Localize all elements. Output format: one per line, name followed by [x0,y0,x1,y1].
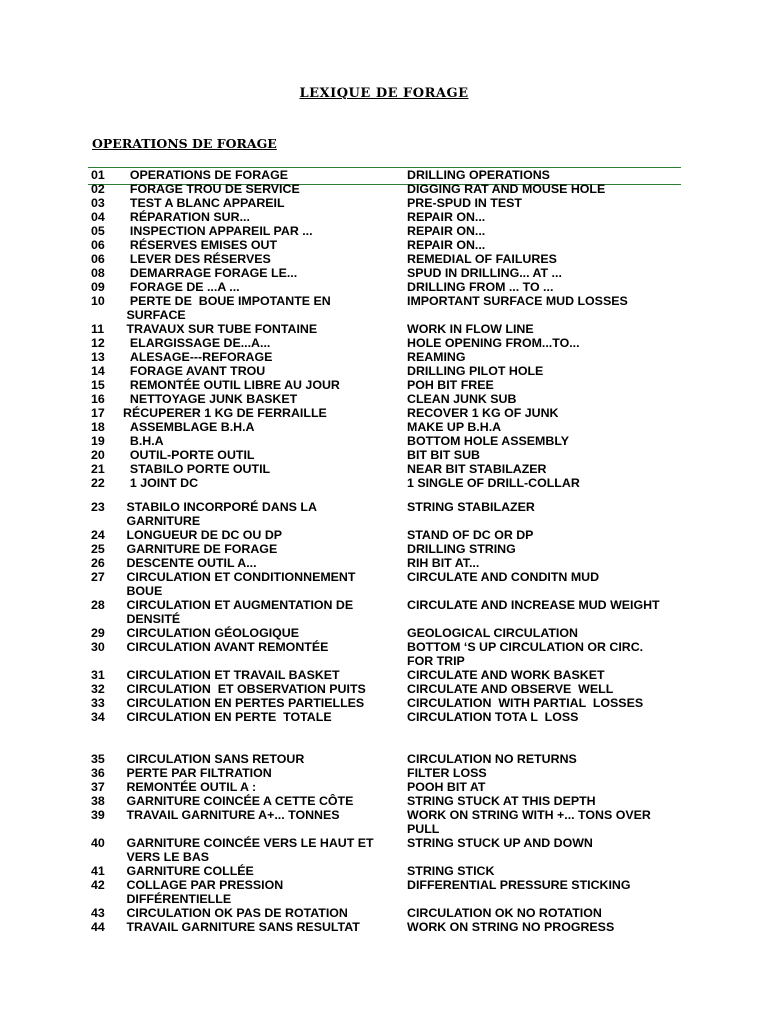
table-row [0,224,768,238]
table-row [0,696,768,710]
entry-number: 12 [91,336,105,350]
entry-number: 10 [91,294,105,308]
entry-number: 14 [91,364,105,378]
entry-number: 11 [91,322,105,336]
english-term: CIRCULATION OK NO ROTATION [407,906,602,920]
english-term: CIRCULATION TOTA L LOSS [407,710,579,724]
entry-number: 38 [91,794,105,808]
table-row [0,406,768,420]
english-term: WORK IN FLOW LINE [407,322,534,336]
entry-number: 09 [91,280,105,294]
french-term: CIRCULATION EN PERTE TOTALE [123,710,332,724]
entry-number: 32 [91,682,105,696]
english-term: STRING STABILAZER [407,500,535,514]
english-term: DIFFERENTIAL PRESSURE STICKING [407,878,631,892]
french-term: FORAGE DE ...A ... [123,280,240,294]
table-row [0,196,768,210]
table-row [0,864,768,878]
entry-number: 43 [91,906,105,920]
entry-number: 22 [91,476,105,490]
glossary-table [0,168,768,934]
french-term: PERTE PAR FILTRATION [123,766,272,780]
english-term: CIRCULATION NO RETURNS [407,752,577,766]
entry-number: 23 [91,500,105,514]
french-term: B.H.A [123,434,164,448]
table-row [0,500,768,528]
french-term: RÉPARATION SUR... [123,210,250,224]
entry-number: 34 [91,710,105,724]
entry-number: 33 [91,696,105,710]
french-term: CIRCULATION ET TRAVAIL BASKET [123,668,340,682]
table-row [0,528,768,542]
table-row [0,598,768,626]
english-term: BIT BIT SUB [407,448,480,462]
table-row [0,350,768,364]
table-row [0,556,768,570]
french-term: CIRCULATION GÉOLOGIQUE [123,626,300,640]
entry-number: 02 [91,182,105,196]
english-term: DRILLING STRING [407,542,516,556]
french-term: TRAVAUX SUR TUBE FONTAINE [123,322,318,336]
english-term: CIRCULATE AND INCREASE MUD WEIGHT [407,598,660,612]
entry-number: 08 [91,266,105,280]
french-term: CIRCULATION SANS RETOUR [123,752,305,766]
table-row [0,280,768,294]
english-term: SPUD IN DRILLING... AT ... [407,266,562,280]
table-row [0,266,768,280]
entry-number: 04 [91,210,105,224]
table-row [0,878,768,906]
english-term: WORK ON STRING NO PROGRESS [407,920,615,934]
french-term: ELARGISSAGE DE...A... [123,336,271,350]
french-term: INSPECTION APPAREIL PAR ... [123,224,313,238]
french-term: DEMARRAGE FORAGE LE... [123,266,298,280]
entry-number: 21 [91,462,105,476]
english-term: POH BIT FREE [407,378,494,392]
table-row [0,906,768,920]
entry-number: 01 [91,168,105,182]
table-row [0,336,768,350]
english-term: GEOLOGICAL CIRCULATION [407,626,578,640]
entry-number: 28 [91,598,105,612]
entry-number: 06 [91,252,105,266]
english-term: WORK ON STRING WITH +... TONS OVER PULL [407,808,651,836]
english-term: NEAR BIT STABILAZER [407,462,547,476]
french-term: TRAVAIL GARNITURE SANS RESULTAT [123,920,360,934]
entry-number: 24 [91,528,105,542]
document-title: LEXIQUE DE FORAGE [299,86,469,101]
french-term: OUTIL-PORTE OUTIL [123,448,255,462]
entry-number: 44 [91,920,105,934]
french-term: GARNITURE COINCÉE A CETTE CÔTE [123,794,354,808]
english-term: REPAIR ON... [407,238,486,252]
english-term: 1 SINGLE OF DRILL-COLLAR [407,476,580,490]
french-term: LONGUEUR DE DC OU DP [123,528,283,542]
entry-number: 05 [91,224,105,238]
french-term: CIRCULATION ET OBSERVATION PUITS [123,682,366,696]
table-row [0,808,768,836]
entry-number: 03 [91,196,105,210]
table-row [0,780,768,794]
english-term: RECOVER 1 KG OF JUNK [407,406,559,420]
table-row [0,434,768,448]
entry-number: 35 [91,752,105,766]
table-row [0,682,768,696]
table-row [0,766,768,780]
entry-number: 30 [91,640,105,654]
table-row [0,920,768,934]
french-term: CIRCULATION ET AUGMENTATION DE DENSITÉ [126,598,354,626]
french-term: CIRCULATION OK PAS DE ROTATION [123,906,348,920]
english-term: REPAIR ON... [407,224,486,238]
entry-number: 31 [91,668,105,682]
french-term: RÉCUPERER 1 KG DE FERRAILLE [123,406,327,420]
english-term: STAND OF DC OR DP [407,528,534,542]
english-term: CIRCULATE AND CONDITN MUD [407,570,600,584]
english-term: PRE-SPUD IN TEST [407,196,522,210]
entry-number: 18 [91,420,105,434]
english-term: CIRCULATE AND OBSERVE WELL [407,682,614,696]
table-row [0,322,768,336]
table-row [0,752,768,766]
french-term: TRAVAIL GARNITURE A+... TONNES [123,808,340,822]
table-row [0,668,768,682]
entry-number: 39 [91,808,105,822]
entry-number: 40 [91,836,105,850]
french-term: FORAGE AVANT TROU [123,364,266,378]
table-row [0,542,768,556]
english-term: BOTTOM ‘S UP CIRCULATION OR CIRC. FOR TRIP [407,640,644,668]
french-term: COLLAGE PAR PRESSION DIFFÉRENTIELLE [126,878,284,906]
entry-number: 20 [91,448,105,462]
french-term: PERTE DE BOUE IMPOTANTE EN SURFACE [126,294,331,322]
table-row [0,182,768,196]
english-term: MAKE UP B.H.A [407,420,502,434]
french-term: LEVER DES RÉSERVES [123,252,271,266]
table-row [0,794,768,808]
english-term: DRILLING PILOT HOLE [407,364,544,378]
english-term: REMEDIAL OF FAILURES [407,252,557,266]
french-term: CIRCULATION ET CONDITIONNEMENT BOUE [126,570,356,598]
english-term: DRILLING FROM ... TO ... [407,280,554,294]
english-term: REPAIR ON... [407,210,486,224]
entry-number: 13 [91,350,105,364]
english-term: HOLE OPENING FROM...TO... [407,336,580,350]
french-term: STABILO PORTE OUTIL [123,462,271,476]
entry-number: 42 [91,878,105,892]
table-row [0,294,768,322]
english-term: IMPORTANT SURFACE MUD LOSSES [407,294,628,308]
english-term: STRING STUCK UP AND DOWN [407,836,593,850]
english-term: DIGGING RAT AND MOUSE HOLE [407,182,606,196]
table-row [0,210,768,224]
table-row [0,710,768,724]
table-row [0,392,768,406]
table-row [0,626,768,640]
french-term: ALESAGE---REFORAGE [123,350,273,364]
table-row [0,640,768,668]
entry-number: 27 [91,570,105,584]
french-term: REMONTÉE OUTIL A : [123,780,257,794]
english-term: CIRCULATION WITH PARTIAL LOSSES [407,696,644,710]
english-term: STRING STICK [407,864,495,878]
english-term: FILTER LOSS [407,766,487,780]
table-row [0,448,768,462]
table-row [0,168,768,182]
french-term: RÉSERVES EMISES OUT [123,238,278,252]
section-heading: OPERATIONS DE FORAGE [92,136,277,151]
entry-number: 19 [91,434,105,448]
french-term: OPERATIONS DE FORAGE [123,168,288,182]
table-row [0,570,768,598]
french-term: FORAGE TROU DE SERVICE [123,182,300,196]
french-term: DESCENTE OUTIL A... [123,556,257,570]
table-row [0,836,768,864]
french-term: STABILO INCORPORÉ DANS LA GARNITURE [126,500,317,528]
french-term: GARNITURE DE FORAGE [123,542,278,556]
table-row [0,462,768,476]
entry-number: 29 [91,626,105,640]
entry-number: 15 [91,378,105,392]
entry-number: 37 [91,780,105,794]
french-term: GARNITURE COINCÉE VERS LE HAUT ET VERS LE BAS [126,836,374,864]
french-term: TEST A BLANC APPAREIL [123,196,285,210]
table-row [0,364,768,378]
french-term: NETTOYAGE JUNK BASKET [123,392,298,406]
table-row [0,476,768,490]
entry-number: 36 [91,766,105,780]
entry-number: 16 [91,392,105,406]
table-row [0,238,768,252]
table-row [0,420,768,434]
english-term: CIRCULATE AND WORK BASKET [407,668,605,682]
english-term: STRING STUCK AT THIS DEPTH [407,794,596,808]
entry-number: 06 [91,238,105,252]
english-term: CLEAN JUNK SUB [407,392,517,406]
entry-number: 41 [91,864,105,878]
french-term: GARNITURE COLLÉE [123,864,254,878]
entry-number: 26 [91,556,105,570]
english-term: REAMING [407,350,466,364]
french-term: CIRCULATION AVANT REMONTÉE [123,640,329,654]
english-term: DRILLING OPERATIONS [407,168,550,182]
french-term: CIRCULATION EN PERTES PARTIELLES [123,696,365,710]
english-term: RIH BIT AT... [407,556,480,570]
french-term: 1 JOINT DC [123,476,199,490]
entry-number: 17 [91,406,105,420]
entry-number: 25 [91,542,105,556]
table-row [0,252,768,266]
table-row [0,378,768,392]
english-term: POOH BIT AT [407,780,486,794]
french-term: REMONTÉE OUTIL LIBRE AU JOUR [123,378,340,392]
french-term: ASSEMBLAGE B.H.A [123,420,255,434]
english-term: BOTTOM HOLE ASSEMBLY [407,434,570,448]
